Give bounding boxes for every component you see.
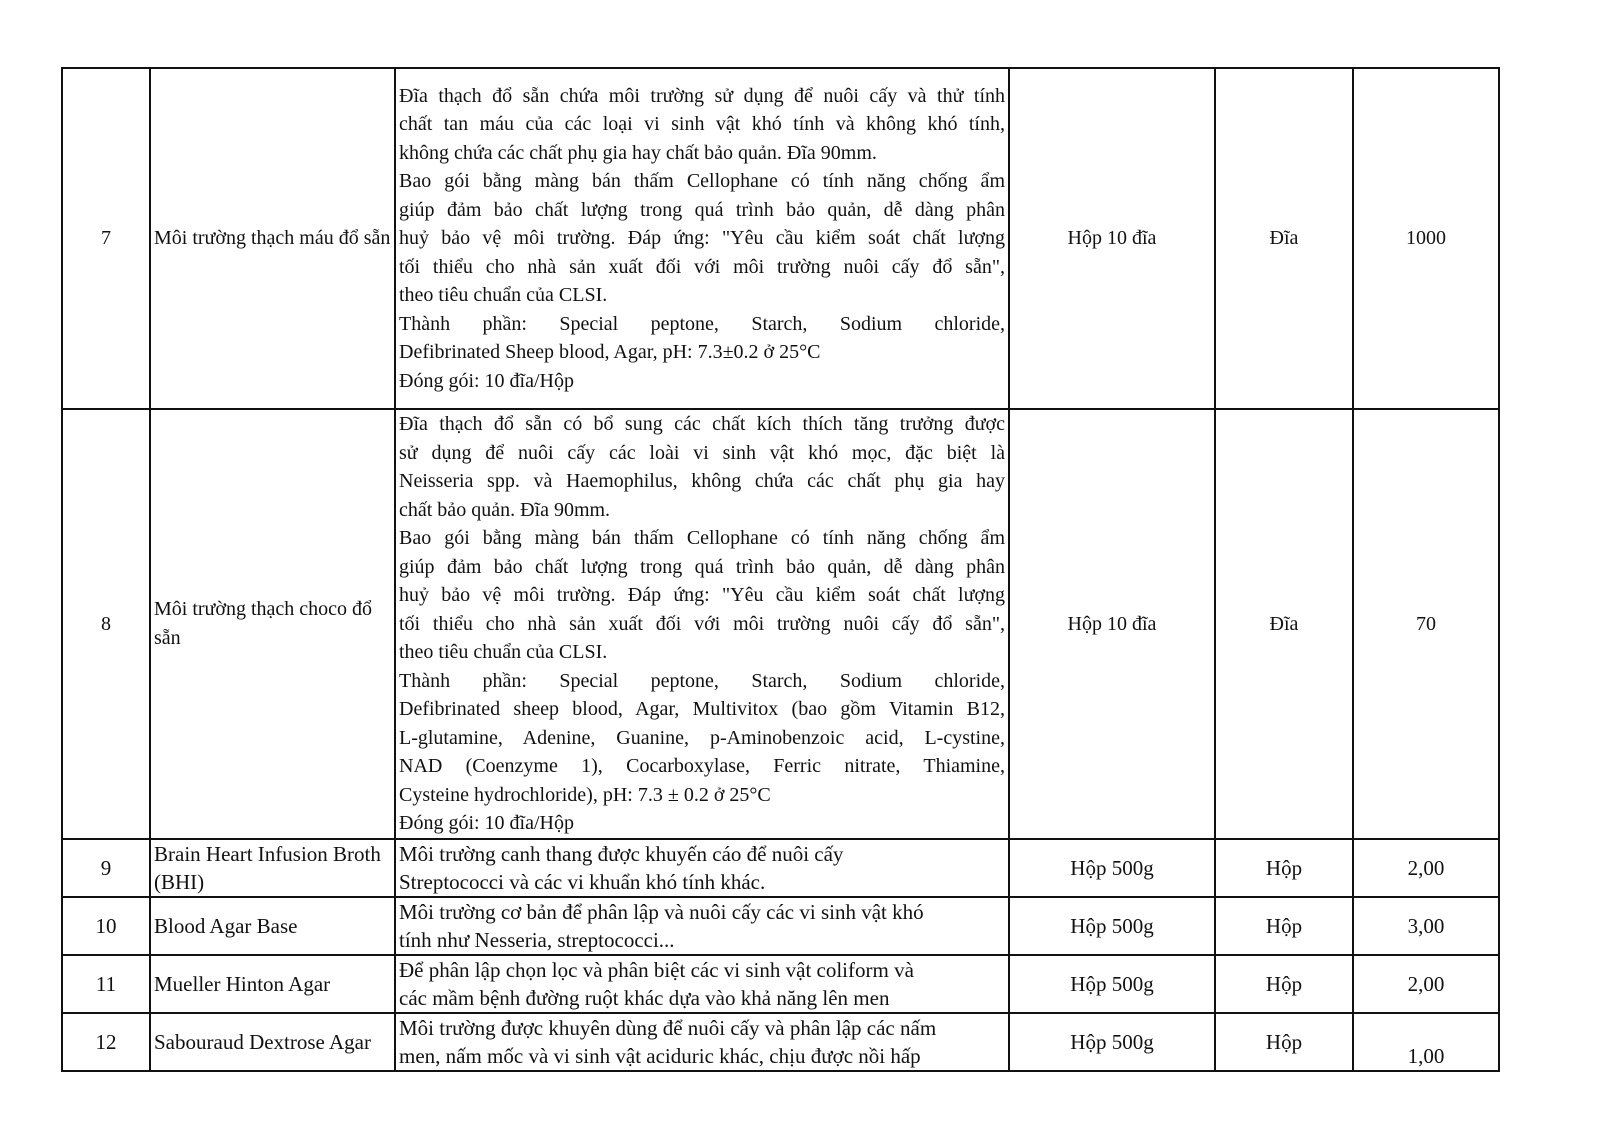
- description-line: Môi trường canh thang được khuyến cáo để nuôi cấy: [399, 841, 844, 866]
- row-number: 11: [62, 955, 150, 1013]
- description-line: Neisseria spp. và Haemophilus, không chứa các chất phụ gia hay: [399, 470, 1005, 492]
- table-row: [62, 68, 1499, 409]
- table-row: [62, 897, 1499, 955]
- product-name: Môi trường thạch choco đổ sẵn: [150, 409, 395, 839]
- description-line: Bao gói bằng màng bán thấm Cellophane có tính năng chống ẩm: [399, 527, 1005, 549]
- packaging: Hộp 500g: [1009, 1013, 1215, 1071]
- description-line: Bao gói bằng màng bán thấm Cellophane có tính năng chống ẩm: [399, 170, 1005, 193]
- product-name: Môi trường thạch máu đổ sẵn: [150, 68, 395, 409]
- description-line: Cysteine hydrochloride), pH: 7.3 ± 0.2 ở 25°C: [399, 783, 771, 806]
- packaging: Hộp 500g: [1009, 897, 1215, 955]
- description-line: Môi trường cơ bản để phân lập và nuôi cấy các vi sinh vật khó: [399, 899, 924, 924]
- description-line: Defibrinated Sheep blood, Agar, pH: 7.3±0.2 ở 25°C: [399, 341, 821, 364]
- unit: Hộp: [1215, 1013, 1353, 1071]
- description-line: Đóng gói: 10 đĩa/Hộp: [399, 369, 574, 392]
- description-line: giúp đảm bảo chất lượng trong quá trình bảo quản, dễ dàng phân: [399, 198, 1005, 221]
- description-line: L-glutamine, Adenine, Guanine, p-Aminobenzoic acid, L-cystine,: [399, 726, 1005, 749]
- unit: Hộp: [1215, 955, 1353, 1013]
- product-description: [395, 955, 1009, 1013]
- description-line: theo tiêu chuẩn của CLSI.: [399, 284, 608, 307]
- unit: Đĩa: [1215, 68, 1353, 409]
- description-line: tính như Nesseria, streptococci...: [399, 927, 675, 952]
- row-number: 7: [62, 68, 150, 409]
- description-line: Đóng gói: 10 đĩa/Hộp: [399, 812, 574, 834]
- description-line: Thành phần: Special peptone, Starch, Sodium chloride,: [399, 312, 1005, 335]
- description-line: huỷ bảo vệ môi trường. Đáp ứng: "Yêu cầu kiểm soát chất lượng: [399, 227, 1005, 250]
- table-row: [62, 1013, 1499, 1071]
- table-row: [62, 955, 1499, 1013]
- description-line: huỷ bảo vệ môi trường. Đáp ứng: "Yêu cầu kiểm soát chất lượng: [399, 584, 1005, 606]
- table-row: [62, 839, 1499, 897]
- product-name: Blood Agar Base: [150, 897, 395, 955]
- description-line: các mầm bệnh đường ruột khác dựa vào khả năng lên men: [399, 985, 890, 1010]
- row-number: 12: [62, 1013, 150, 1071]
- description-line: Đĩa thạch đổ sẵn chứa môi trường sử dụng để nuôi cấy và thử tính: [399, 84, 1005, 107]
- description-line: chất bảo quản. Đĩa 90mm.: [399, 498, 611, 521]
- row-number: 10: [62, 897, 150, 955]
- quantity: 1000: [1353, 68, 1499, 409]
- product-description: [395, 897, 1009, 955]
- quantity: 3,00: [1353, 897, 1499, 955]
- description-line: Môi trường được khuyên dùng để nuôi cấy và phân lập các nấm: [399, 1015, 937, 1040]
- unit: Đĩa: [1215, 409, 1353, 839]
- table-row: [62, 409, 1499, 839]
- description-line: tối thiểu cho nhà sản xuất đối với môi trường nuôi cấy đổ sẵn",: [399, 612, 1005, 635]
- description-line: chất tan máu của các loại vi sinh vật khó tính và không khó tính,: [399, 113, 1005, 136]
- description-line: men, nấm mốc và vi sinh vật aciduric khác, chịu được nồi hấp: [399, 1043, 921, 1068]
- product-description: [395, 409, 1009, 839]
- packaging: Hộp 10 đĩa: [1009, 68, 1215, 409]
- product-table: [61, 67, 1500, 1072]
- unit: Hộp: [1215, 897, 1353, 955]
- description-line: Streptococci và các vi khuẩn khó tính khác.: [399, 869, 766, 894]
- description-line: tối thiểu cho nhà sản xuất đối với môi trường nuôi cấy đổ sẵn",: [399, 255, 1005, 278]
- product-name: Brain Heart Infusion Broth (BHI): [150, 839, 395, 897]
- description-line: không chứa các chất phụ gia hay chất bảo quản. Đĩa 90mm.: [399, 141, 877, 164]
- description-line: sử dụng để nuôi cấy các loài vi sinh vật khó mọc, đặc biệt là: [399, 441, 1005, 464]
- product-description: [395, 1013, 1009, 1071]
- description-line: giúp đảm bảo chất lượng trong quá trình bảo quản, dễ dàng phân: [399, 555, 1005, 578]
- product-description: [395, 839, 1009, 897]
- description-line: NAD (Coenzyme 1), Cocarboxylase, Ferric nitrate, Thiamine,: [399, 755, 1005, 777]
- product-name: Sabouraud Dextrose Agar: [150, 1013, 395, 1071]
- description-line: Đĩa thạch đổ sẵn có bổ sung các chất kích thích tăng trưởng được: [399, 413, 1005, 435]
- quantity: 1,00: [1353, 1013, 1499, 1071]
- description-line: Defibrinated sheep blood, Agar, Multivitox (bao gồm Vitamin B12,: [399, 698, 1005, 720]
- quantity: 70: [1353, 409, 1499, 839]
- quantity: 2,00: [1353, 839, 1499, 897]
- description-line: Thành phần: Special peptone, Starch, Sodium chloride,: [399, 669, 1005, 692]
- row-number: 8: [62, 409, 150, 839]
- packaging: Hộp 500g: [1009, 955, 1215, 1013]
- description-line: Để phân lập chọn lọc và phân biệt các vi sinh vật coliform và: [399, 957, 914, 982]
- packaging: Hộp 500g: [1009, 839, 1215, 897]
- description-line: theo tiêu chuẩn của CLSI.: [399, 641, 608, 663]
- product-name: Mueller Hinton Agar: [150, 955, 395, 1013]
- packaging: Hộp 10 đĩa: [1009, 409, 1215, 839]
- row-number: 9: [62, 839, 150, 897]
- product-description: [395, 68, 1009, 409]
- unit: Hộp: [1215, 839, 1353, 897]
- quantity: 2,00: [1353, 955, 1499, 1013]
